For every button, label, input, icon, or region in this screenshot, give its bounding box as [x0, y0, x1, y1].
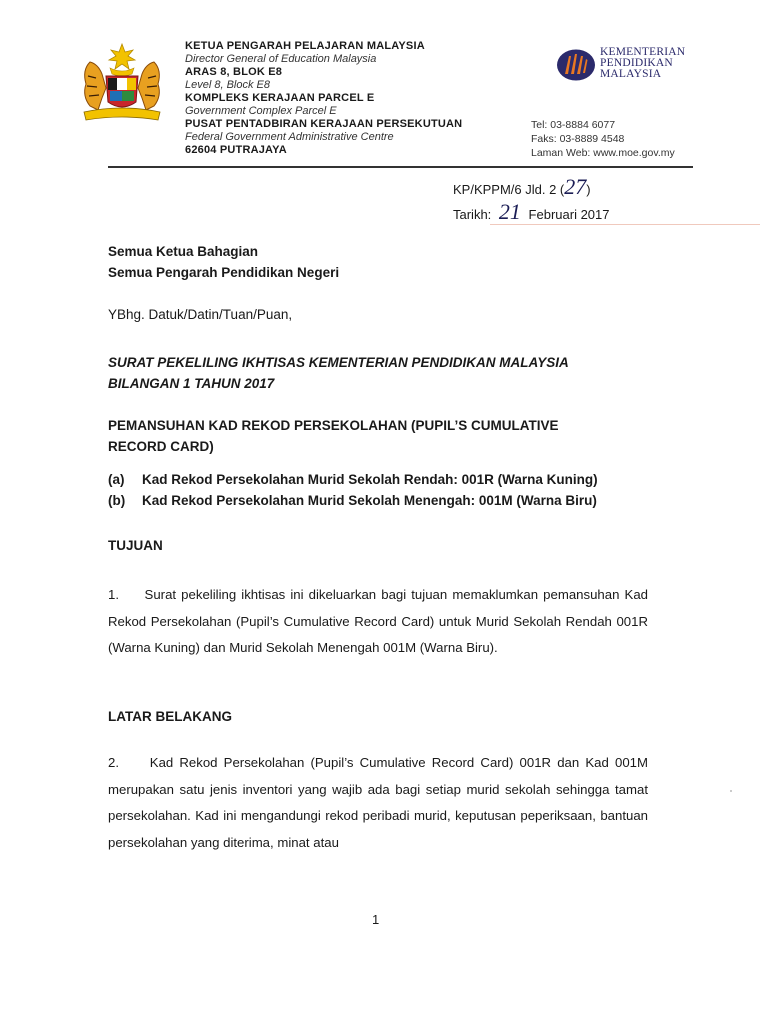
letterhead-line: Federal Government Administrative Centre — [185, 131, 394, 143]
section-heading-latar-belakang: LATAR BELAKANG — [108, 709, 232, 724]
item-list — [108, 469, 668, 511]
item-text: Kad Rekod Persekolahan Murid Sekolah Menengah: 001M (Warna Biru) — [142, 493, 597, 508]
salutation: YBhg. Datuk/Datin/Tuan/Puan, — [108, 307, 293, 322]
section-heading-tujuan: TUJUAN — [108, 538, 163, 553]
malaysia-coat-of-arms-icon — [72, 40, 172, 126]
letterhead-line: 62604 PUTRAJAYA — [185, 144, 287, 156]
date-label: Tarikh: — [453, 207, 492, 222]
subject-line: RECORD CARD) — [108, 439, 214, 454]
letterhead-line: Level 8, Block E8 — [185, 79, 270, 91]
letterhead-divider — [108, 166, 693, 168]
reference-prefix: KP/KPPM/6 Jld. 2 ( — [453, 182, 565, 197]
ministry-logo-line: KEMENTERIAN — [600, 46, 686, 58]
letterhead-line: PUSAT PENTADBIRAN KERAJAAN PERSEKUTUAN — [185, 118, 463, 130]
date-month-year: Februari 2017 — [528, 207, 610, 222]
website: Laman Web: www.moe.gov.my — [531, 147, 675, 159]
date-line — [453, 201, 610, 226]
circular-title-line: BILANGAN 1 TAHUN 2017 — [108, 376, 275, 391]
list-item — [108, 490, 668, 511]
ministry-logo-line: PENDIDIKAN — [600, 57, 673, 69]
letterhead-line: Director General of Education Malaysia — [185, 53, 377, 65]
fax: Faks: 03-8889 4548 — [531, 133, 625, 145]
letterhead-line: ARAS 8, BLOK E8 — [185, 66, 283, 78]
subject — [108, 415, 653, 457]
page-number: 1 — [372, 912, 380, 927]
letterhead-address — [185, 40, 515, 157]
item-label: (a) — [108, 472, 125, 487]
ministry-logo-line: MALAYSIA — [600, 68, 662, 80]
handwritten-number: 27 — [564, 174, 587, 199]
circular-title — [108, 352, 653, 394]
letterhead-line: KETUA PENGARAH PELAJARAN MALAYSIA — [185, 40, 425, 52]
item-label: (b) — [108, 493, 126, 508]
reference-block — [453, 176, 610, 226]
list-item — [108, 469, 668, 490]
handwritten-day: 21 — [498, 199, 521, 224]
item-text: Kad Rekod Persekolahan Murid Sekolah Rendah: 001R (Warna Kuning) — [142, 472, 598, 487]
telephone: Tel: 03-8884 6077 — [531, 119, 616, 131]
reference-number — [453, 176, 610, 201]
subject-line: PEMANSUHAN KAD REKOD PERSEKOLAHAN (PUPIL’S CUMULATIVE — [108, 418, 559, 433]
recipient: Semua Pengarah Pendidikan Negeri — [108, 265, 340, 280]
ministry-logo-text — [600, 47, 685, 80]
circular-title-line: SURAT PEKELILING IKHTISAS KEMENTERIAN PENDIDIKAN MALAYSIA — [108, 355, 569, 370]
recipients — [108, 241, 653, 283]
paragraph-1: 1. Surat pekeliling ikhtisas ini dikeluarkan bagi tujuan memaklumkan pemansuhan Kad Rekod Persekolahan (Pupil’s Cumulative Record Card) untuk Murid Sekolah Rendah 001R (Warna Kuning) dan Murid Sekolah Menengah 001M (Warna Biru). — [108, 587, 648, 655]
reference-suffix: ) — [586, 182, 591, 197]
contact-info — [531, 118, 675, 160]
stamp-line — [490, 224, 760, 225]
ministry-logo-icon — [556, 48, 596, 82]
paragraph-2: 2. Kad Rekod Persekolahan (Pupil’s Cumulative Record Card) 001R dan Kad 001M merupakan satu jenis inventori yang wajib ada bagi setiap murid sekolah sehingga tamat persekolahan. Kad ini mengandungi rekod peribadi murid, keputusan peperiksaan, bantuan persekolahan yang diterima, minat atau — [108, 755, 648, 850]
recipient: Semua Ketua Bahagian — [108, 244, 259, 259]
scan-speck — [730, 790, 732, 792]
letterhead-line: Government Complex Parcel E — [185, 105, 337, 117]
letterhead-line: KOMPLEKS KERAJAAN PARCEL E — [185, 92, 375, 104]
